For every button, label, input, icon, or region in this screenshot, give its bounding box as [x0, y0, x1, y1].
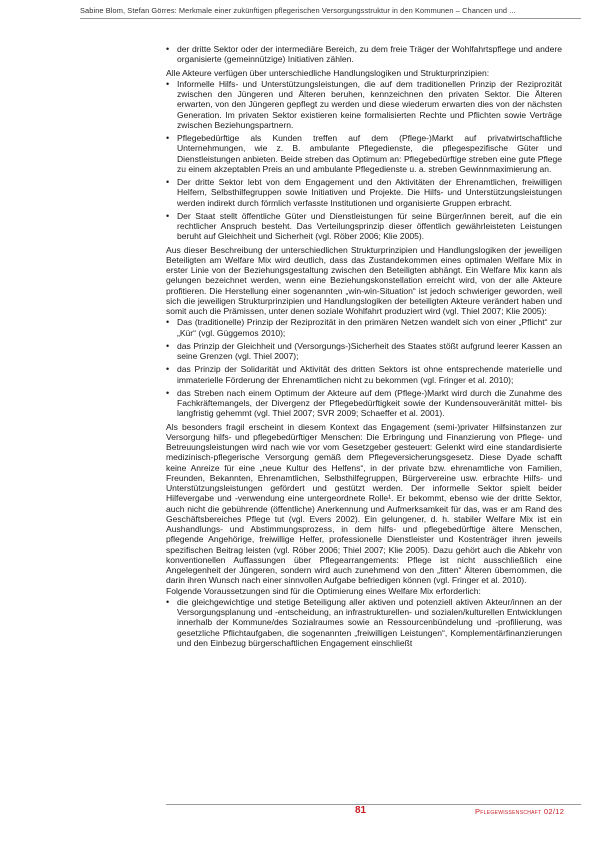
list-item: • Das (traditionelle) Prinzip der Reziprozität in den primären Netzen wandelt sich von einer „Pflicht“ zur „Kür“ (vgl. Güggemos 2010); [166, 317, 562, 338]
bullet-list-principles [166, 317, 562, 418]
paragraph-prerequisites: Folgende Voraussetzungen sind für die Optimierung eines Welfare Mix erforderlich: [166, 585, 481, 596]
paragraph-fragile-engagement: Als besonders fragil erscheint in diesem Kontext das Engagement (semi-)privater Hilfsinstanzen zur Versorgung hilfs- und pflegebedürftiger Menschen: Die Erbringung und Finanzierung von Pflege- und Betreuungsleistungen wird nach wie vor vom Gesetzgeber gesteuert: Gelenkt wird eine standardisierte medizinisch-pflegerische Versorgung gemäß dem Pflegeversicherungsgesetz. Diese Dyade schafft keine Anreize für eine „neue Kultur des Helfens“, in der private bzw. ehrenamtliche von Familien, Freunden, Bekannten, Ehrenamtlichen, Selbsthilfegruppen, Bürgervereine usw. erbrachte Hilfs- und Unterstützungsleistungen gefördert und gestützt werden. Der informelle Sektor spielt beider Hilfevergabe und -verwendung eine untergeordnete Rolle¹. Er bekommt, ebenso wie der dritte Sektor, auch nicht die gebührende (öffentliche) Anerkennung und Aufmerksamkeit für das, was er am Rand des Geschäftsbereiches Pflege tut (vgl. Evers 2002). Ein gelungener, d. h. stabiler Welfare Mix ist ein Aushandlungs- und Abstimmungsprozess, in dem hilfs- und pflegebedürftige ältere Menschen, pflegende Angehörige, freiwillige Helfer, professionelle Dienstleister und Kostenträger ihren jeweils spezifischen Beitrag leisten (vgl. Röber 2006; Thiel 2007; Klie 2005). Dazu gehört auch die Abkehr von konventionellen Auffassungen über Pflegearrangements: Pflege ist nicht ausschließlich eine Angelegenheit der Jüngeren, sondern wird auch zunehmend von den „fitten“ Älteren übernommen, die darin ihren Wunsch nach einer sinnvollen Aufgabe befriedigen können (vgl. Fringer et al. 2010). [166, 421, 562, 586]
journal-issue: Pflegewissenschaft 02/12 [475, 807, 565, 816]
header-rule [80, 18, 581, 19]
body-text [166, 43, 562, 651]
page-number: 81 [355, 805, 367, 816]
list-item: • Informelle Hilfs- und Unterstützungsleistungen, die auf dem traditionellen Prinzip der Reziprozität zwischen den Jüngeren und Älteren beruhen, kennzeichnen den privaten Sektor. Die Älteren erwarten, von den Jüngeren gepflegt zu werden und diese wiederum erwarten dies von der nächsten Generation. Im privaten Sektor existieren keine formalisierten Rechte und Pflichten sowie Verträge zwischen Beziehungspartnern. [166, 79, 562, 130]
list-item: • Der Staat stellt öffentliche Güter und Dienstleistungen für seine Bürger/innen bereit, auf die ein rechtlicher Anspruch besteht. Das Verteilungsprinzip dieser öffentlich gewährleisteten Leistungen beruht auf Gleichheit und Sicherheit (vgl. Röber 2006; Klie 2005). [166, 211, 562, 242]
bullet-list-sectors [166, 44, 562, 65]
list-item: • der dritte Sektor oder der intermediäre Bereich, zu dem freie Träger der Wohlfahrtspflege und andere organisierte (gemeinnützige) Initiativen zählen. [166, 44, 562, 65]
running-header [0, 0, 595, 28]
list-item: • Pflegebedürftige als Kunden treffen auf dem (Pflege-)Markt auf privatwirtschaftliche Unternehmungen, wie z. B. ambulante Pflegedienste, die pflegespezifische Güter und Dienstleistungen anbieten. Beide streben das Optimum an: Pflegebedürftige streben eine gute Pflege zu einem akzeptablen Preis an und ambulante Pflegedienste u. a. streben Gewinnmaximierung an. [166, 133, 562, 174]
footer-rule [166, 804, 581, 805]
list-item: • die gleichgewichtige und stetige Beteiligung aller aktiven und potenziell aktiven Akteur/innen an der Versorgungsplanung und -entscheidung, an infrastrukturellen- und sozialen/kulturellen Entwicklungen innerhalb der Kommune/des Sozialraumes sowie an Ressourcenbündelung und -profilierung, was gesetzliche Pflichtaufgaben, die sogenannten „freiwilligen Leistungen“, Komplementärfinanzierungen und den Einbezug bürgerschaftlichen Engagement einschließt [166, 597, 562, 648]
paragraph-welfare-mix: Aus dieser Beschreibung der unterschiedlichen Strukturprinzipien und Handlungslogiken der jeweiligen Beteiligten am Welfare Mix wird deutlich, dass das Zustandekommen eines optimalen Welfare Mix in erster Linie von der Beziehungsgestaltung zwischen den Beteiligten abhängt. Ein Welfare Mix kann als gelungen bezeichnet werden, wenn eine Beziehungskonstellation erreicht wird, von der alle Akteure profitieren. Die Herstellung einer sogenannten „win-win-Situation“ ist jedoch schwieriger geworden, weil sich die jeweiligen Strukturprinzipien und Handlungslogiken der beteiligten Akteure verändert haben und somit auch die Prämissen, unter denen soziale Wohlfahrt produziert wird (vgl. Thiel 2007; Klie 2005): [166, 244, 562, 316]
list-item: • Der dritte Sektor lebt von dem Engagement und den Aktivitäten der Ehrenamtlichen, freiwilligen Helfern, Selbsthilfegruppen sowie Initiativen und Projekte. Die Hilfs- und Unterstützungsleistungen werden indirekt durch förmlich verfasste Institutionen und organisierte Gruppen erbracht. [166, 177, 562, 208]
page-footer [0, 802, 595, 842]
list-item: • das Streben nach einem Optimum der Akteure auf dem (Pflege-)Markt wird durch die Zunahme des Fachkräftemangels, der Divergenz der Pflegebedürftigkeit sowie der Kundensouveränität mittel- bis langfristig gehemmt (vgl. Thiel 2007; SVR 2009; Schaeffer et al. 2001). [166, 388, 562, 419]
bullet-list-prerequisites [166, 597, 562, 648]
bullet-list-logics [166, 79, 562, 242]
paragraph-logics-intro: Alle Akteure verfügen über unterschiedliche Handlungslogiken und Strukturprinzipien: [166, 67, 490, 78]
list-item: • das Prinzip der Solidarität und Aktivität des dritten Sektors ist ohne entsprechende materielle und immaterielle Förderung der Ehrenamtlichen nicht zu bekommen (vgl. Fringer et al. 2010); [166, 364, 562, 385]
running-title: Sabine Blom, Stefan Görres: Merkmale einer zukünftigen pflegerischen Versorgungsstruktur in den Kommunen – Chancen und ... [80, 6, 516, 15]
list-item: • das Prinzip der Gleichheit und (Versorgungs-)Sicherheit des Staates stößt aufgrund leerer Kassen an seine Grenzen (vgl. Thiel 2007); [166, 341, 562, 362]
